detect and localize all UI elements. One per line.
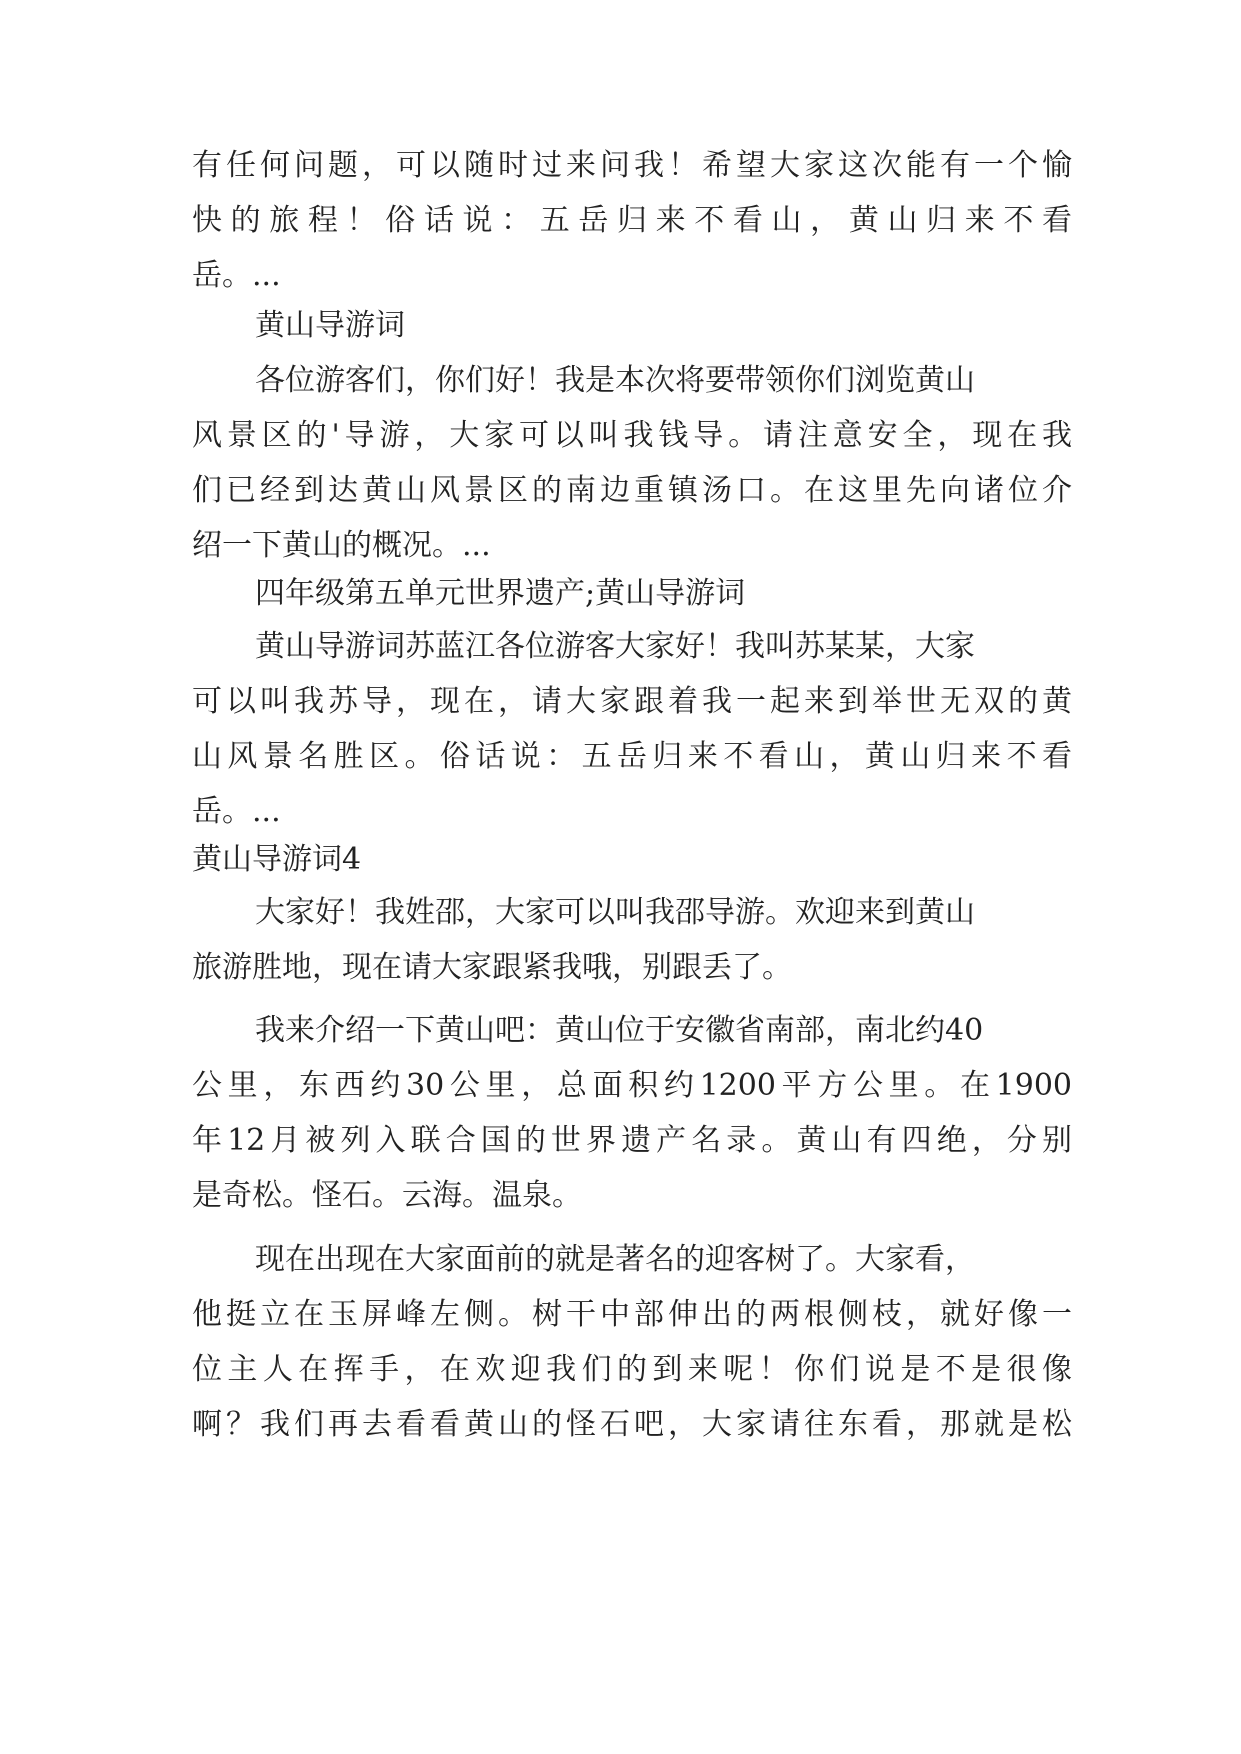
text-line: 啊？我们再去看看黄山的怪石吧，大家请往东看，那就是松 [192, 1407, 1072, 1442]
text-line: 岳。... [192, 794, 281, 829]
section-heading: 黄山导游词4 [192, 842, 362, 877]
section-heading: 黄山导游词 [255, 308, 405, 343]
text-line: 风景区的'导游，大家可以叫我钱导。请注意安全，现在我 [192, 418, 1072, 453]
text-line: 各位游客们，你们好！我是本次将要带领你们浏览黄山 [255, 363, 975, 398]
text-line: 大家好！我姓邵，大家可以叫我邵导游。欢迎来到黄山 [255, 895, 975, 930]
text-line: 岳。... [192, 258, 281, 293]
text-line: 公里，东西约30公里，总面积约1200平方公里。在1900 [192, 1068, 1072, 1103]
text-line: 年12月被列入联合国的世界遗产名录。黄山有四绝，分别 [192, 1123, 1072, 1158]
text-line: 他挺立在玉屏峰左侧。树干中部伸出的两根侧枝，就好像一 [192, 1297, 1072, 1332]
text-line: 是奇松。怪石。云海。温泉。 [192, 1178, 582, 1213]
text-line: 山风景名胜区。俗话说：五岳归来不看山，黄山归来不看 [192, 739, 1072, 774]
text-line: 们已经到达黄山风景区的南边重镇汤口。在这里先向诸位介 [192, 473, 1072, 508]
text-line: 位主人在挥手，在欢迎我们的到来呢！你们说是不是很像 [192, 1352, 1072, 1387]
text-line: 有任何问题，可以随时过来问我！希望大家这次能有一个愉 [192, 148, 1072, 183]
text-line: 可以叫我苏导，现在，请大家跟着我一起来到举世无双的黄 [192, 684, 1072, 719]
text-line: 黄山导游词苏蓝江各位游客大家好！我叫苏某某，大家 [255, 629, 975, 664]
text-line: 我来介绍一下黄山吧：黄山位于安徽省南部，南北约40 [255, 1013, 984, 1048]
text-line: 快的旅程！俗话说：五岳归来不看山，黄山归来不看 [192, 203, 1072, 238]
section-heading: 四年级第五单元世界遗产;黄山导游词 [255, 576, 746, 611]
text-line: 旅游胜地，现在请大家跟紧我哦，别跟丢了。 [192, 950, 792, 985]
text-line: 现在出现在大家面前的就是著名的迎客树了。大家看， [255, 1242, 975, 1277]
text-line: 绍一下黄山的概况。... [192, 528, 491, 563]
